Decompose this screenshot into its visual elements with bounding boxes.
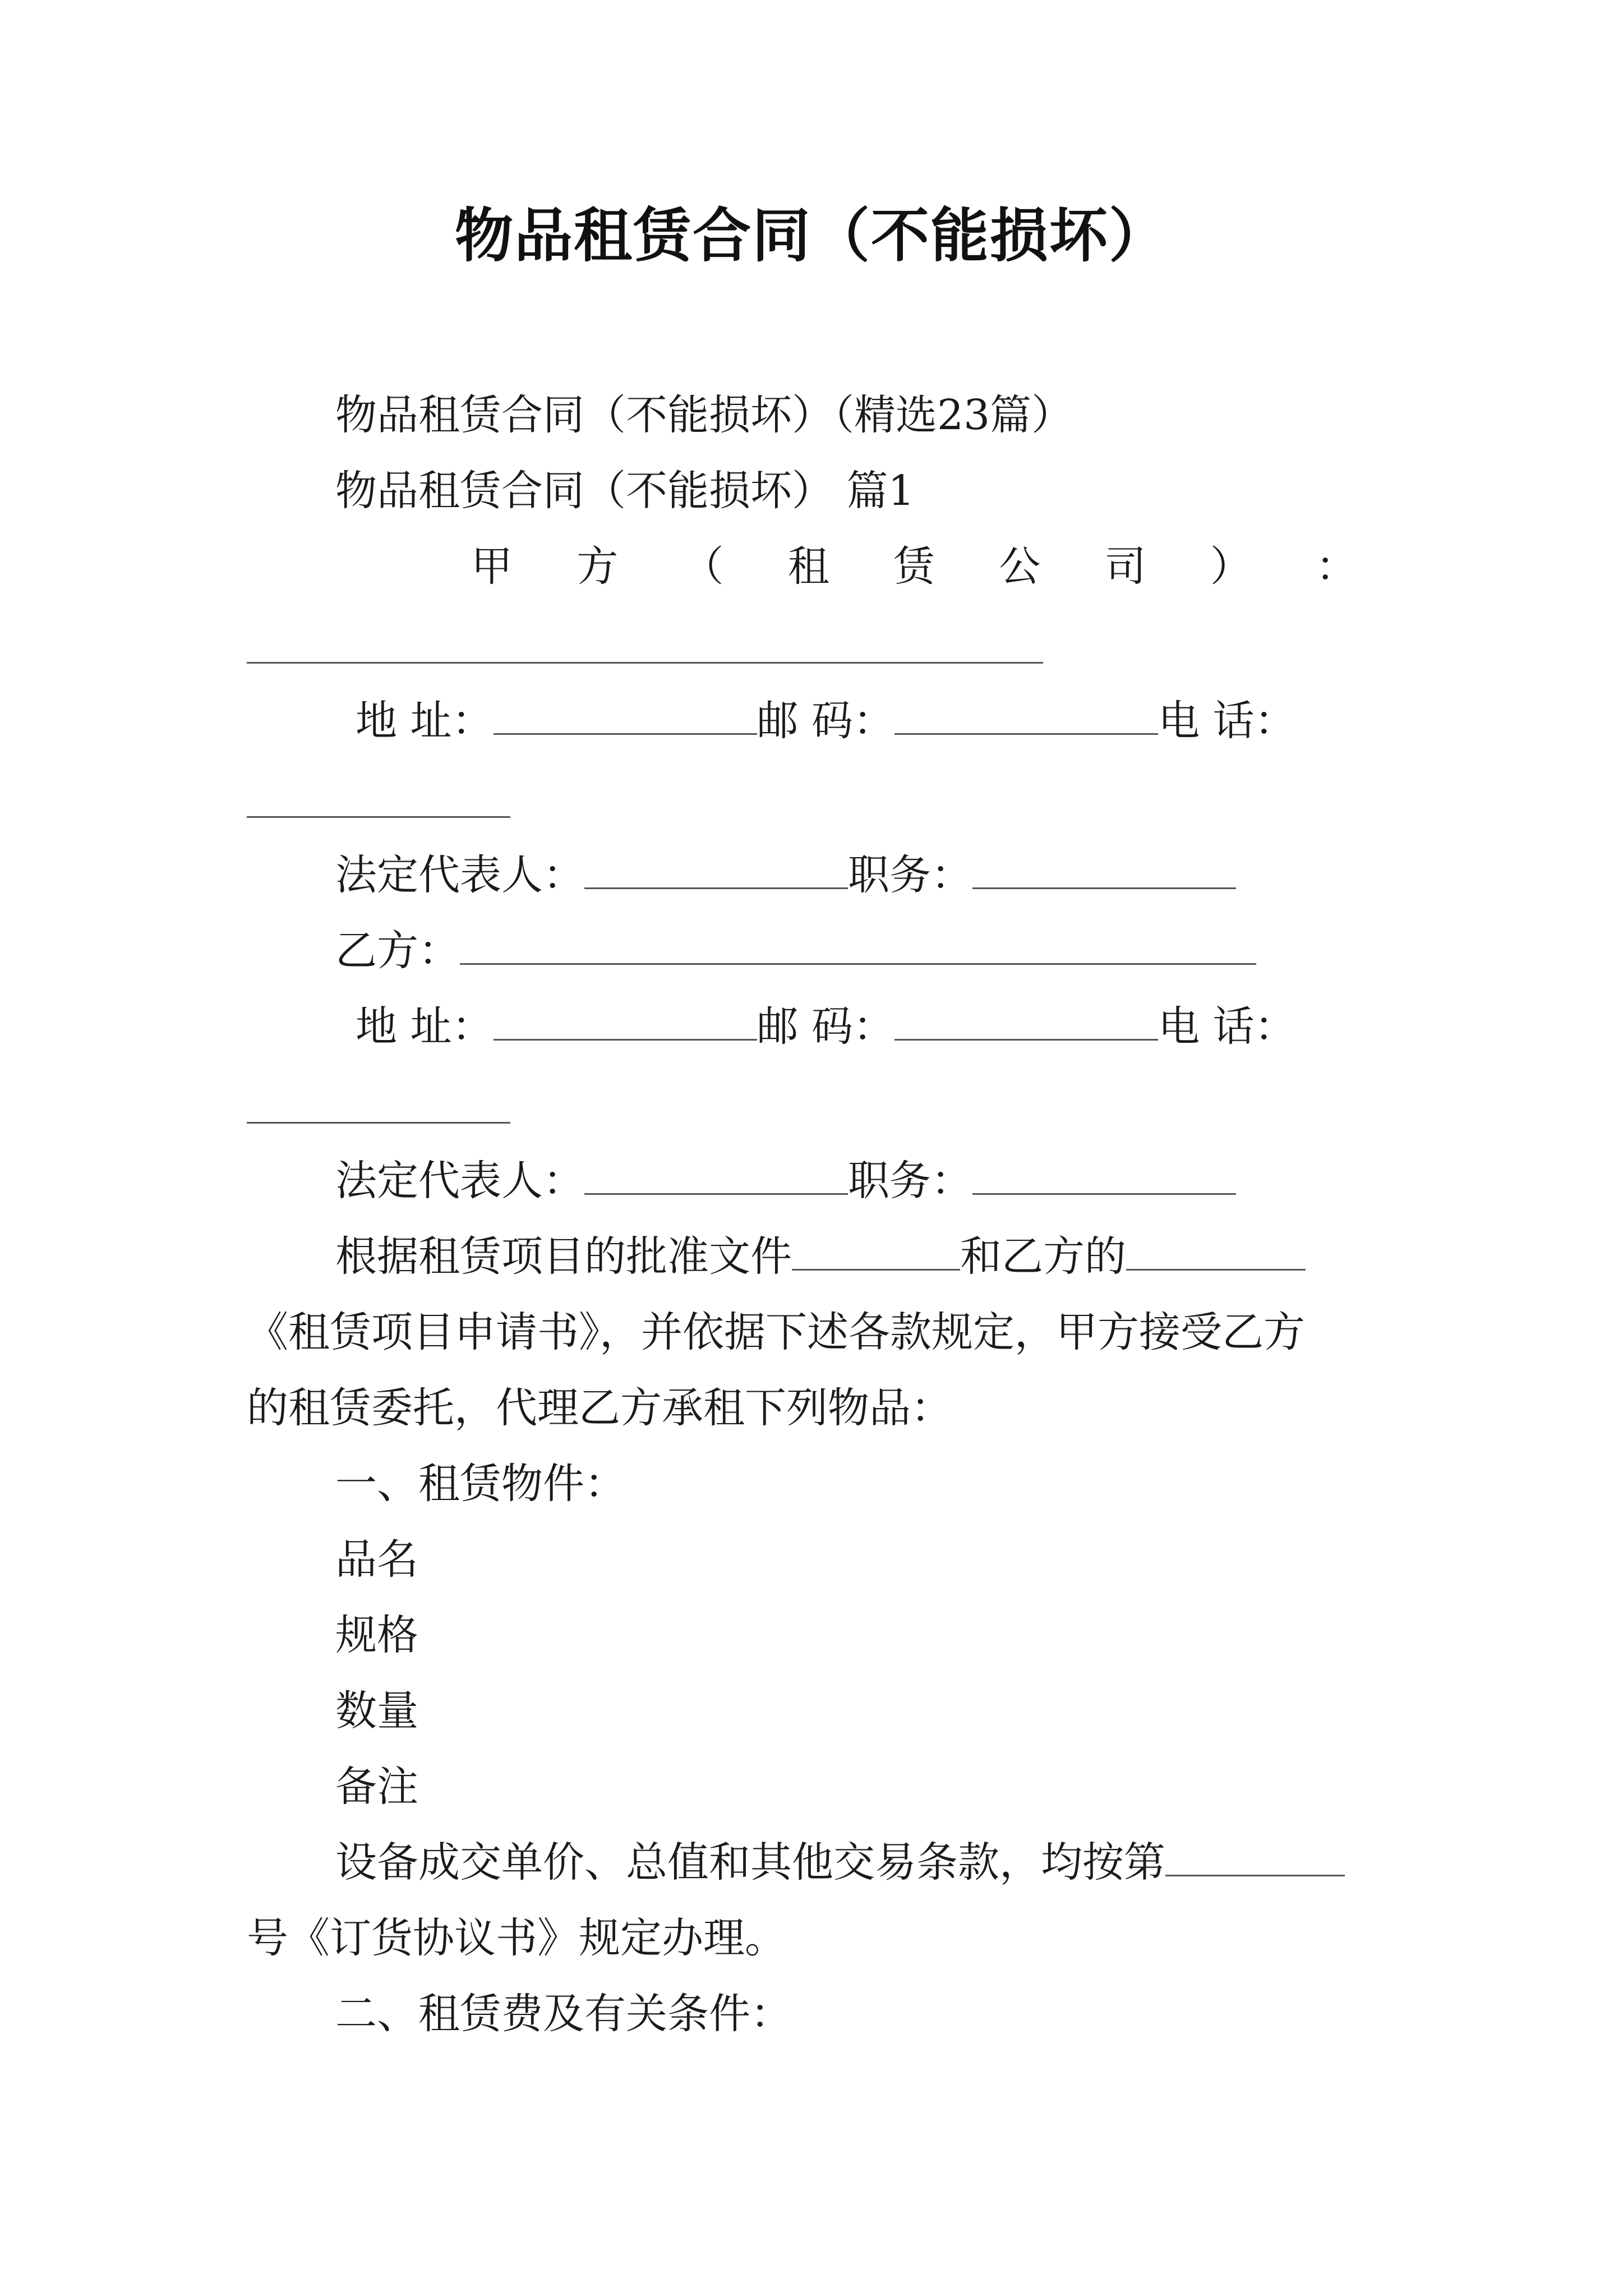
postcode-label: 邮 码： — [757, 697, 895, 745]
paragraph-1-line-2: 《租赁项目申请书》，并依据下述各款规定，甲方接受乙方 — [247, 1308, 1305, 1356]
postcode-field[interactable] — [895, 1004, 1158, 1041]
paragraph-1-line-3: 的租赁委托，代理乙方承租下列物品： — [247, 1384, 952, 1432]
party-a-char: 甲 — [471, 542, 513, 591]
party-a-char: 赁 — [893, 542, 935, 591]
party-b-label: 乙方： — [335, 927, 460, 975]
title-label: 职务： — [848, 1157, 972, 1205]
party-a-char: ： — [1316, 542, 1357, 591]
address-field[interactable] — [494, 698, 757, 735]
party-b-contact-row — [356, 999, 1296, 1055]
party-a-rep-row — [335, 847, 1236, 903]
title-label: 职务： — [848, 851, 972, 899]
title-field[interactable] — [972, 853, 1236, 889]
address-label: 地 址： — [356, 1002, 494, 1051]
item-quantity: 数量 — [335, 1687, 418, 1735]
section-1-heading: 一、租赁物件： — [335, 1460, 626, 1508]
title-field[interactable] — [972, 1158, 1236, 1195]
party-a-contact-row — [356, 693, 1296, 749]
party-b-rep-row — [335, 1153, 1236, 1209]
party-b-name-field[interactable] — [460, 928, 1256, 965]
item-remarks: 备注 — [335, 1763, 418, 1811]
application-field[interactable] — [1126, 1234, 1306, 1271]
party-b-row — [335, 923, 1256, 979]
item-product-name: 品名 — [335, 1535, 418, 1584]
part-heading: 物品租赁合同（不能损坏） 篇1 — [335, 467, 915, 515]
item-specification: 规格 — [335, 1611, 418, 1659]
rep-label: 法定代表人： — [335, 1157, 584, 1205]
party-a-char: 司 — [1104, 542, 1146, 591]
paragraph-2-line-1 — [335, 1834, 1345, 1890]
party-b-phone-field[interactable] — [247, 1122, 510, 1124]
paragraph-text: 和乙方的 — [960, 1232, 1126, 1281]
party-a-char: 方 — [577, 542, 619, 591]
phone-label: 电 话： — [1158, 1002, 1296, 1051]
party-a-char: （ — [682, 542, 724, 591]
party-a-char: ） — [1210, 542, 1252, 591]
document-title: 物品租赁合同（不能损坏） — [454, 201, 1168, 270]
phone-label: 电 话： — [1158, 697, 1296, 745]
paragraph-2-line-2: 号《订货协议书》规定办理。 — [247, 1914, 786, 1962]
party-a-char: 租 — [787, 542, 829, 591]
address-label: 地 址： — [356, 697, 494, 745]
paragraph-1-line-1 — [335, 1228, 1306, 1285]
address-field[interactable] — [494, 1004, 757, 1041]
paragraph-text: 设备成交单价、总值和其他交易条款，均按第 — [335, 1838, 1165, 1887]
postcode-label: 邮 码： — [757, 1002, 895, 1051]
paragraph-text: 根据租赁项目的批准文件 — [335, 1232, 792, 1281]
rep-field[interactable] — [584, 853, 848, 889]
section-2-heading: 二、租赁费及有关条件： — [335, 1990, 792, 2038]
approval-document-field[interactable] — [792, 1234, 960, 1271]
rep-label: 法定代表人： — [335, 851, 584, 899]
party-a-phone-field[interactable] — [247, 816, 510, 818]
collection-subtitle: 物品租赁合同（不能损坏）（精选23篇） — [335, 391, 1073, 439]
party-a-name-field[interactable] — [247, 662, 1043, 664]
postcode-field[interactable] — [895, 698, 1158, 735]
order-number-field[interactable] — [1165, 1840, 1345, 1876]
party-a-char: 公 — [999, 542, 1041, 591]
rep-field[interactable] — [584, 1158, 848, 1195]
party-a-header — [471, 539, 1357, 595]
